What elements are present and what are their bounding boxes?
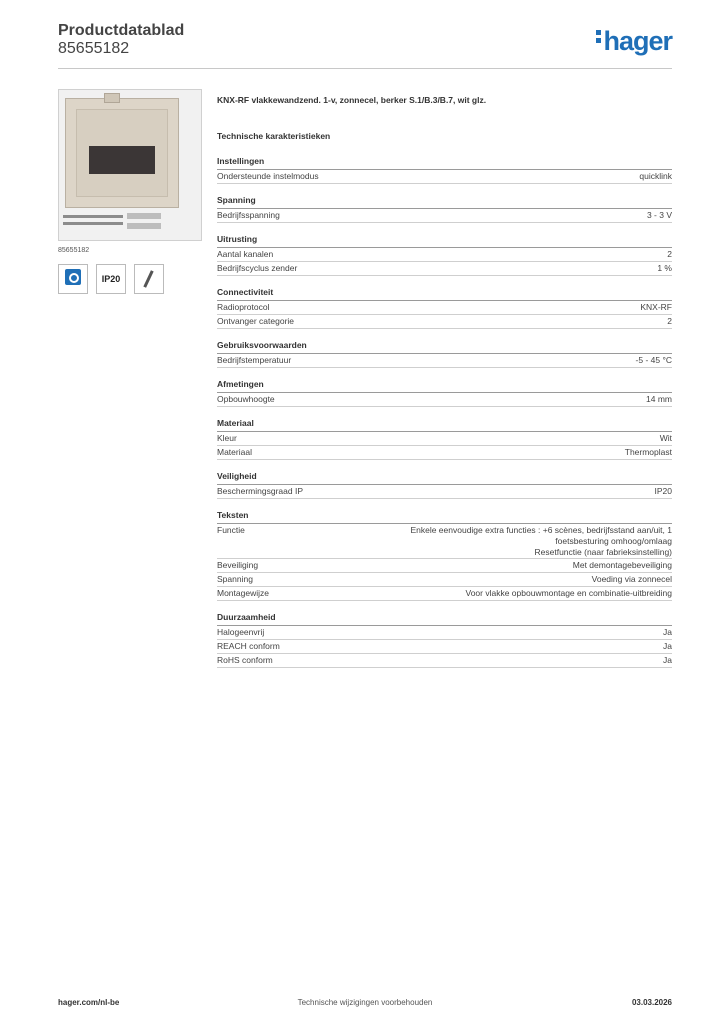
spec-label: REACH conform [217,641,280,651]
spec-section [217,234,672,276]
spec-label: Ondersteunde instelmodus [217,171,319,181]
spec-value: Met demontagebeveiliging [572,560,672,570]
spec-value: quicklink [639,171,672,181]
spec-row [217,393,672,407]
spec-section [217,195,672,223]
spec-value: Ja [663,641,672,651]
footer-disclaimer: Technische wijzigingen voorbehouden [297,998,433,1007]
spec-row [217,301,672,315]
document-number: 85655182 [58,40,130,57]
spec-row [217,559,672,573]
product-code: 85655182 [58,247,90,254]
spec-row [217,446,672,460]
section-title: Teksten [217,510,672,524]
spec-value: Ja [663,627,672,637]
spec-label: Bedrijfscyclus zender [217,263,298,273]
spec-label: Montagewijze [217,588,269,598]
spec-label: Halogeenvrij [217,627,265,637]
product-image [58,89,202,241]
spec-label: Bedrijfstemperatuur [217,355,292,365]
spec-row [217,654,672,668]
spec-value: Voor vlakke opbouwmontage en combinatie-uitbreiding [465,588,672,598]
spec-value: 1 % [657,263,672,273]
spec-row [217,248,672,262]
spec-section [217,379,672,407]
spec-label: Spanning [217,574,253,584]
spec-row [217,209,672,223]
spec-sections [217,156,672,668]
spec-label: Opbouwhoogte [217,394,275,404]
spec-value: 2 [667,249,672,259]
spec-label: Bedrijfsspanning [217,210,280,220]
spec-panel [217,95,672,668]
spec-row [217,315,672,329]
section-title: Connectiviteit [217,287,672,301]
product-title: KNX-RF vlakkewandzend. 1-v, zonnecel, berker S.1/B.3/B.7, wit glz. [217,95,487,105]
spec-label: Ontvanger categorie [217,316,295,326]
switch-plate-illustration [65,98,179,208]
logo-text: hager [603,26,672,56]
spec-row [217,587,672,601]
spec-value: Enkele eenvoudige extra functies : +6 scènes, bedrijfsstand aan/uit, 1 foetsbesturing omhoog/omlaag Resetfunctie (naar fabrieksinstelling) [410,525,672,557]
ip20-icon: IP20 [96,264,126,294]
spec-value: 14 mm [646,394,672,404]
spec-value: KNX-RF [640,302,672,312]
spec-label: Aantal kanalen [217,249,274,259]
spec-subheading: Technische karakteristieken [217,131,331,141]
spec-label: Radioprotocol [217,302,270,312]
footer-date: 03.03.2026 [631,998,672,1007]
section-title: Duurzaamheid [217,612,672,626]
document-title: Productdatablad [58,22,185,39]
spec-row [217,640,672,654]
section-title: Uitrusting [217,234,672,248]
page-header [58,22,672,69]
spec-value: -5 - 45 °C [635,355,672,365]
quicklink-icon [58,264,88,294]
spec-value: Wit [659,433,672,443]
spec-value: IP20 [654,486,672,496]
section-title: Veiligheid [217,471,672,485]
solar-cell-illustration [89,146,155,174]
spec-section [217,156,672,184]
spec-row [217,432,672,446]
spec-row [217,485,672,499]
spec-row [217,626,672,640]
section-title: Instellingen [217,156,672,170]
spec-row [217,573,672,587]
spec-value: 2 [667,316,672,326]
hager-logo [596,26,672,57]
spec-value: Thermoplast [624,447,672,457]
spec-row [217,262,672,276]
spec-value: 3 - 3 V [646,210,672,220]
spec-section [217,340,672,368]
spec-value: Ja [663,655,672,665]
section-title: Gebruiksvoorwaarden [217,340,672,354]
section-title: Afmetingen [217,379,672,393]
spec-label: RoHS conform [217,655,273,665]
spec-section [217,510,672,601]
spec-row [217,524,672,559]
section-title: Spanning [217,195,672,209]
spec-section [217,612,672,668]
spec-label: Functie [217,525,245,535]
product-panel [58,89,200,292]
screws-illustration [63,212,197,232]
spec-section [217,287,672,329]
spec-section [217,418,672,460]
spec-label: Materiaal [217,447,252,457]
spec-label: Beveiliging [217,560,259,570]
spec-label: Kleur [217,433,237,443]
spec-label: Beschermingsgraad IP [217,486,303,496]
footer-website: hager.com/nl-be [58,998,120,1007]
spec-row [217,170,672,184]
spec-value: Voeding via zonnecel [591,574,672,584]
spec-section [217,471,672,499]
logo-dots-icon [596,30,602,46]
spec-row [217,354,672,368]
product-icons [58,264,200,292]
screwdriver-icon [134,264,164,294]
section-title: Materiaal [217,418,672,432]
